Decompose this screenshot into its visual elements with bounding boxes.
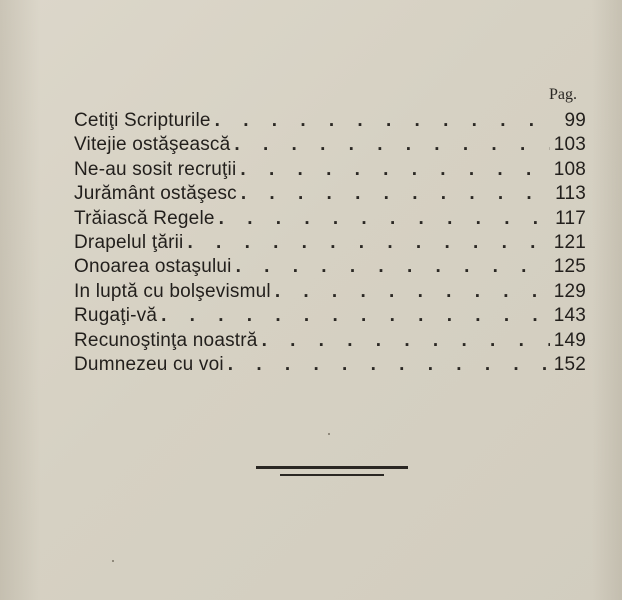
toc-entry-page: 129 [553,280,586,302]
toc-entry-title: Trăiască Regele [74,207,215,229]
toc-entry [74,354,586,378]
toc-entry-title: Recunoştinţa noastră [74,329,258,351]
toc-entry [74,110,586,134]
toc-entry-title: Rugaţi-vă [74,305,158,327]
toc-entry-page: 152 [553,353,586,375]
toc-entry [74,305,586,329]
table-of-contents [74,110,586,378]
toc-entry-page: 117 [555,207,586,229]
toc-entry-title: Cetiţi Scripturile [74,110,211,131]
decorative-rule-top [256,466,408,469]
page-edge-shadow-left [0,0,40,600]
toc-entry [74,256,586,280]
dot-leader [241,183,550,205]
dot-leader [275,281,550,303]
toc-entry-title: Ne-au sosit recruţii [74,158,237,180]
toc-entry-title: Onoarea ostaşului [74,256,232,278]
dot-leader [215,110,550,132]
toc-entry [74,134,586,158]
toc-entry-title: Jurământ ostăşesc [74,183,237,205]
page-column-label: Pag. [549,86,577,103]
dot-leader [240,159,550,181]
toc-entry [74,330,586,354]
toc-entry-title: Drapelul ţării [74,231,184,253]
paper-speck [112,560,114,562]
toc-entry-page: 99 [564,110,586,131]
toc-entry [74,159,586,183]
toc-entry-page: 125 [553,256,586,278]
paper-speck [328,433,330,435]
dot-leader [161,305,550,327]
toc-entry-page: 143 [553,305,586,327]
toc-entry-title: Dumnezeu cu voi [74,353,224,375]
toc-entry [74,232,586,256]
dot-leader [228,354,550,376]
toc-entry-title: In luptă cu bolşevismul [74,280,271,302]
toc-entry [74,281,586,305]
dot-leader [219,208,550,230]
dot-leader [234,134,550,156]
toc-entry-page: 103 [553,134,586,156]
toc-entry [74,208,586,232]
page-edge-shadow-right [592,0,622,600]
toc-entry-page: 149 [553,329,586,351]
toc-entry-title: Vitejie ostăşească [74,134,231,156]
toc-entry-page: 121 [553,231,586,253]
dot-leader [262,330,550,352]
dot-leader [187,232,550,254]
decorative-rule-bottom [280,474,384,476]
toc-entry [74,183,586,207]
toc-entry-page: 113 [555,183,586,205]
dot-leader [236,256,550,278]
toc-entry-page: 108 [553,158,586,180]
